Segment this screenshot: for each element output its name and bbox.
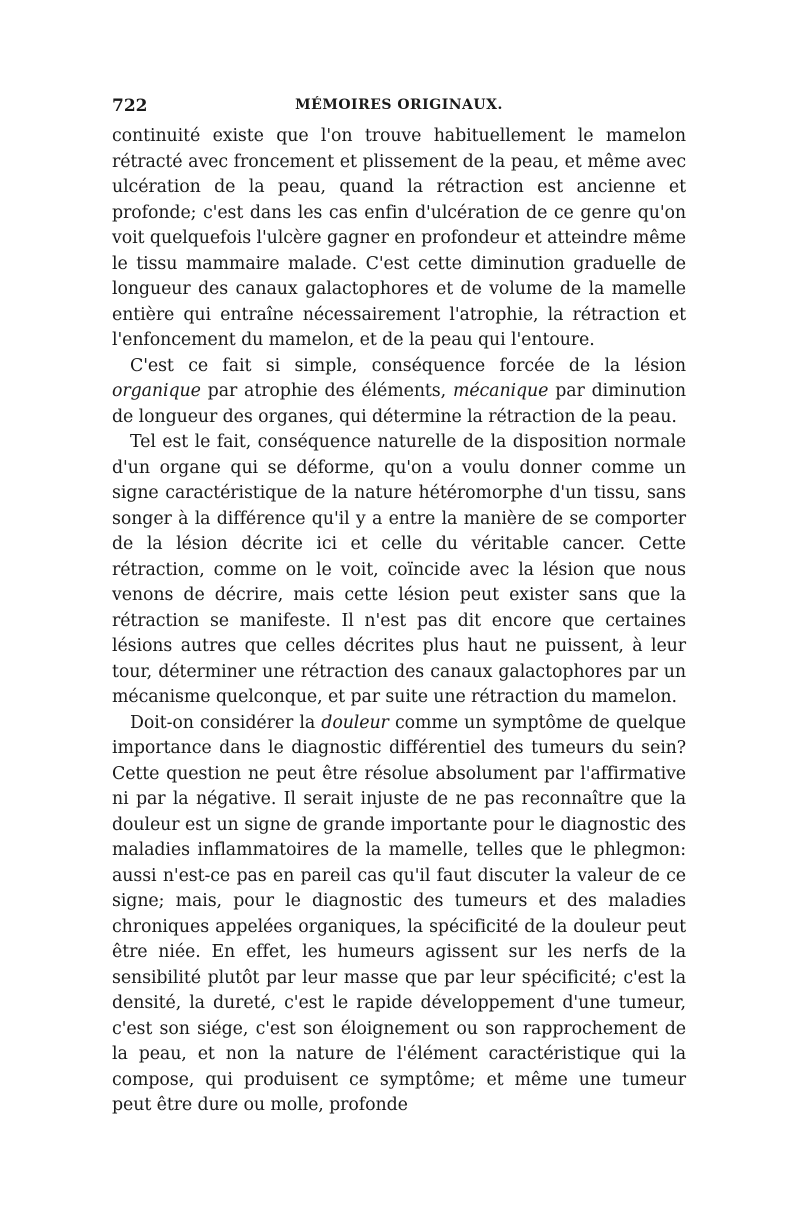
text-segment: Doit-on considérer la bbox=[130, 712, 322, 733]
running-title: MÉMOIRES ORIGINAUX. bbox=[295, 97, 503, 113]
italic-term-douleur: douleur bbox=[321, 712, 389, 733]
body-text bbox=[112, 124, 686, 1119]
paragraph-3 bbox=[112, 430, 686, 711]
paragraph-4 bbox=[112, 711, 686, 1119]
text-segment: par atrophie des éléments, bbox=[200, 381, 453, 401]
book-page bbox=[112, 96, 686, 1119]
page-number: 722 bbox=[112, 96, 148, 116]
text-segment: comme un symptôme de quelque importance dans le diagnostic différentiel des tumeurs du sein? Cette question ne peut être résolue absolument par l'affirmative ni par la négative. Il serait injuste de ne pas reconnaître que la douleur est un signe de grande importante pour le diagnostic des maladies inflammatoires de la mamelle, telles que le phlegmon: aussi n'est-ce pas en pareil cas qu'il faut discuter la valeur de ce signe; mais, pour le diagnostic des tumeurs et des maladies chroniques appelées organiques, la spécificité de la douleur peut être niée. En effet, les humeurs agissent sur les nerfs de la sensibilité plutôt par leur masse que par leur spécificité; c'est la densité, la dureté, c'est le rapide développement d'une tumeur, c'est son siége, c'est son éloignement ou son rapprochement de la peau, et non la nature de l'élément caractéristique qui la compose, qui produisent ce symptôme; et même une tumeur peut être dure ou molle, profonde bbox=[112, 712, 686, 1115]
italic-term-organique: organique bbox=[112, 381, 201, 401]
italic-term-mecanique: mécanique bbox=[452, 381, 549, 401]
text-segment: C'est ce fait si simple, conséquence forcée de la lésion bbox=[130, 355, 686, 376]
paragraph-1 bbox=[112, 124, 686, 354]
text-segment: par diminution de longueur des organes, qui détermine la rétraction de la peau. bbox=[112, 381, 686, 427]
text-segment: Tel est le fait, conséquence naturelle de la disposition normale d'un organe qui se déforme, qu'on a voulu donner comme un signe caractéristique de la nature hétéromorphe d'un tissu, sans songer à la différence qu'il y a entre la manière de se comporter de la lésion décrite ici et celle du véritable cancer. Cette rétraction, comme on le voit, coïncide avec la lésion que nous venons de décrire, mais cette lésion peut exister sans que la rétraction se manifeste. Il n'est pas dit encore que certaines lésions autres que celles décrites plus haut ne puissent, à leur tour, déterminer une rétraction des canaux galactophores par un mécanisme quelconque, et par suite une rétraction du mamelon. bbox=[112, 432, 686, 707]
paragraph-2 bbox=[112, 354, 686, 431]
text-segment: continuité existe que l'on trouve habituellement le mamelon rétracté avec froncement et plissement de la peau, et même avec ulcération de la peau, quand la rétraction est ancienne et profonde; c'est dans les cas enfin d'ulcération de ce genre qu'on voit quelquefois l'ulcère gagner en profondeur et atteindre même le tissu mammaire malade. C'est cette diminution graduelle de longueur des canaux galactophores et de volume de la mamelle entière qui entraîne nécessairement l'atrophie, la rétraction et l'enfoncement du mamelon, et de la peau qui l'entoure. bbox=[112, 126, 686, 350]
running-header bbox=[112, 96, 686, 124]
